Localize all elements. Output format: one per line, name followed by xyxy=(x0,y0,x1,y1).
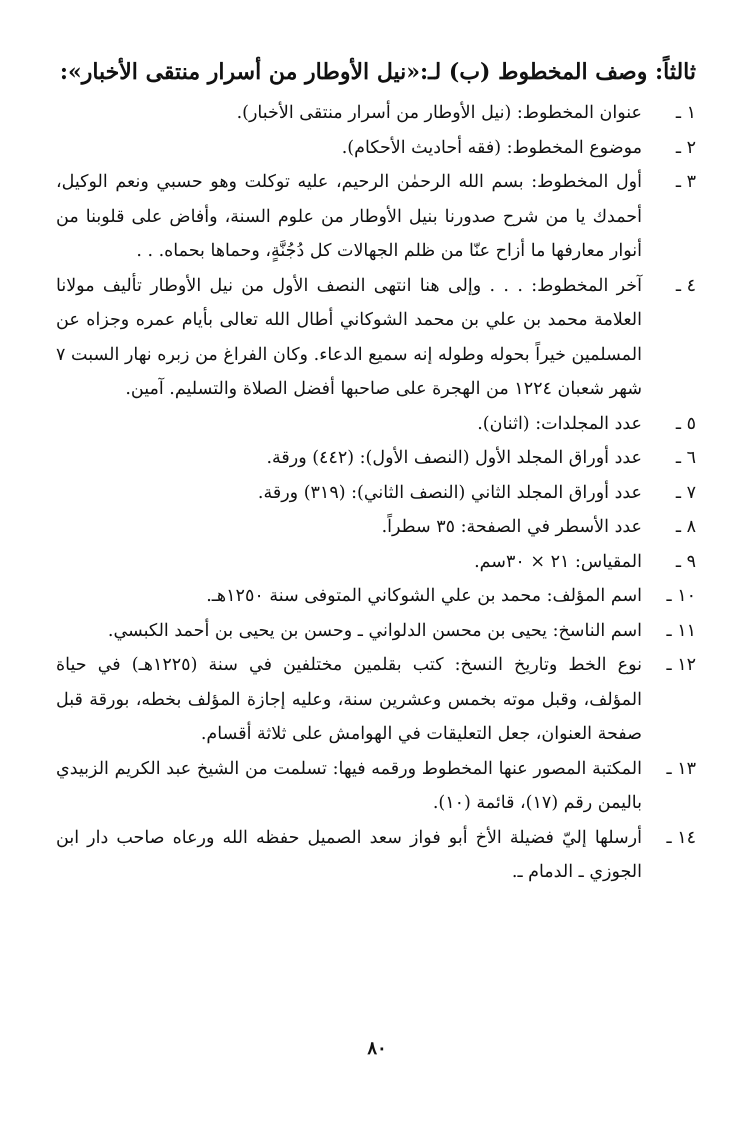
list-item xyxy=(56,441,696,476)
item-number: ٨ ـ xyxy=(675,517,696,537)
item-text: آخر المخطوط: . . . وإلى هنا انتهى النصف الأول من نيل الأوطار تأليف مولانا العلامة محمد بن علي بن محمد الشوكاني أطال الله تعالى بأيام عمره وجزاه عن المسلمين خيراً بحوله وطوله إنه سميع الدعاء. وكان الفراغ من زبره نهار السبت ٧ شهر شعبان ١٢٢٤ من الهجرة على صاحبها أفضل الصلاة والتسليم. آمين. xyxy=(56,275,642,399)
item-number: ٧ ـ xyxy=(675,482,696,503)
item-number: ١١ ـ xyxy=(666,620,696,641)
document-page xyxy=(56,52,696,890)
section-heading: ثالثاً: وصف المخطوط (ب) لـ:«نيل الأوطار من أسرار منتقى الأخبار»: xyxy=(59,59,696,85)
item-text: أول المخطوط: بسم الله الرحمٰن الرحيم، عليه توكلت وهو حسبي ونعم الوكيل، أحمدك يا من شرح صدورنا بنيل الأوطار من علوم السنة، وأفاض على قلوبنا من أنوار معارفها ما أزاح عنّا من ظلم الجهالات كل دُجُنَّةٍ، وحماها بحماه. . . xyxy=(56,172,642,261)
list-item xyxy=(56,96,696,131)
item-text: أرسلها إليّ فضيلة الأخ أبو فواز سعد الصميل حفظه الله ورعاه صاحب دار ابن الجوزي ـ الدمام ـ. xyxy=(56,827,642,882)
item-text: عدد الأسطر في الصفحة: ٣٥ سطراً. xyxy=(381,517,642,537)
list-item xyxy=(56,269,696,407)
item-text: عدد المجلدات: (اثنان). xyxy=(477,413,642,434)
item-number: ١٢ ـ xyxy=(666,655,696,675)
item-text: المكتبة المصور عنها المخطوط ورقمه فيها: تسلمت من الشيخ عبد الكريم الزبيدي باليمن رقم (١٧)، قائمة (١٠). xyxy=(56,758,642,813)
item-number: ١٠ ـ xyxy=(666,586,696,606)
item-text: عدد أوراق المجلد الثاني (النصف الثاني): (٣١٩) ورقة. xyxy=(257,482,642,503)
item-number: ٩ ـ xyxy=(675,551,696,572)
item-text: اسم المؤلف: محمد بن علي الشوكاني المتوفى سنة ١٢٥٠هـ. xyxy=(206,586,642,606)
item-text: موضوع المخطوط: (فقه أحاديث الأحكام). xyxy=(341,137,642,158)
item-number: ٣ ـ xyxy=(675,172,696,192)
list-item xyxy=(56,752,696,821)
list-item xyxy=(56,407,696,442)
item-number: ١٣ ـ xyxy=(666,758,696,779)
list-item xyxy=(56,648,696,752)
item-number: ١٤ ـ xyxy=(666,827,696,848)
list-item xyxy=(56,131,696,166)
item-number: ٢ ـ xyxy=(675,137,696,158)
list-item xyxy=(56,579,696,614)
item-number: ٤ ـ xyxy=(675,275,696,296)
item-text: اسم الناسخ: يحيى بن محسن الدلواني ـ وحسن بن يحيى بن أحمد الكبسي. xyxy=(107,620,642,641)
item-text: عنوان المخطوط: (نيل الأوطار من أسرار منتقى الأخبار). xyxy=(236,103,642,123)
list-item xyxy=(56,476,696,511)
list-item xyxy=(56,614,696,649)
item-text: نوع الخط وتاريخ النسخ: كتب بقلمين مختلفين في سنة (١٢٢٥هـ) في حياة المؤلف، وقبل موته بخمس وعشرين سنة، وعليه إجازة المؤلف بخطه، بورقة قبل صفحة العنوان، جعل التعليقات في الهوامش على ثلاثة أقسام. xyxy=(56,655,643,744)
list-item xyxy=(56,165,696,269)
item-number: ٦ ـ xyxy=(675,448,696,468)
item-number: ١ ـ xyxy=(675,103,696,123)
item-text: المقياس: ٢١ × ٣٠سم. xyxy=(474,551,642,572)
manuscript-description-list xyxy=(56,96,696,890)
item-number: ٥ ـ xyxy=(675,413,696,434)
page-number: ٨٠ xyxy=(367,1038,387,1059)
item-text: عدد أوراق المجلد الأول (النصف الأول): (٤٤٢) ورقة. xyxy=(266,448,642,468)
list-item xyxy=(56,545,696,580)
list-item xyxy=(56,821,696,890)
list-item xyxy=(56,510,696,545)
